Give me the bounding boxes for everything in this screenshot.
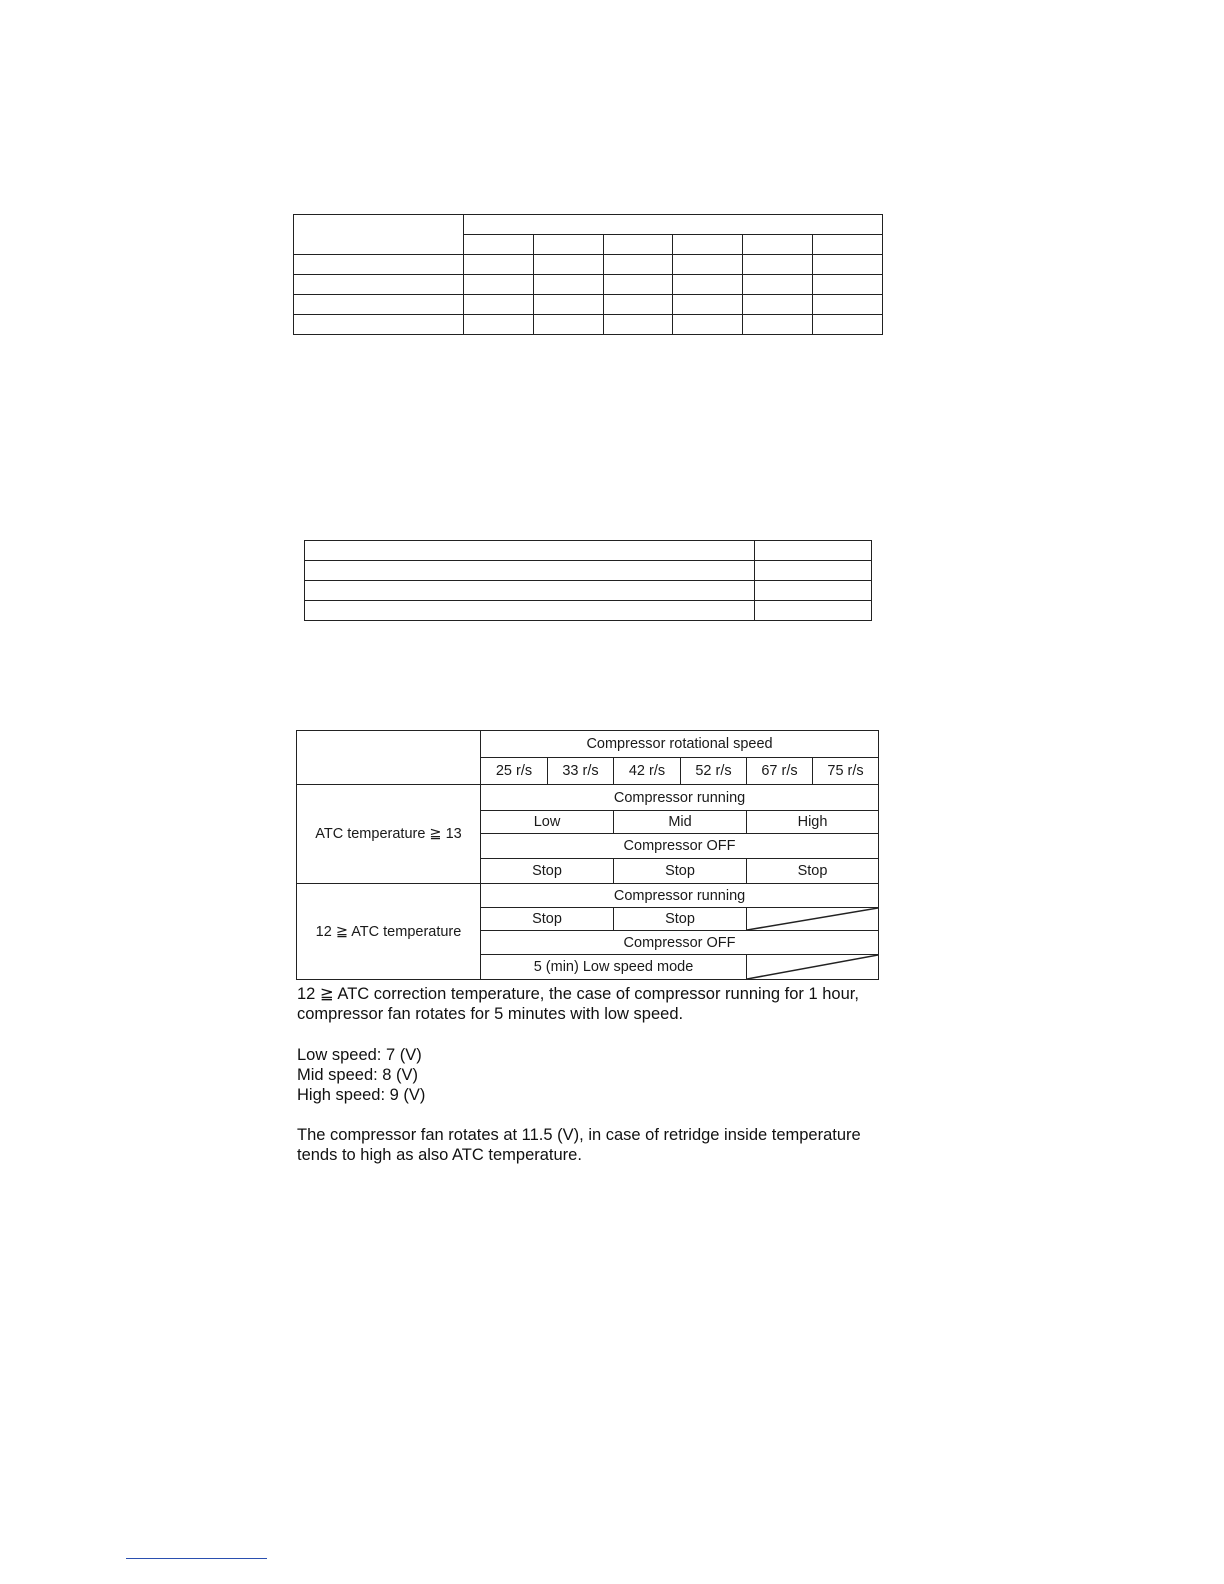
group1-running-value: Low (481, 811, 614, 834)
group2-off-label: Compressor OFF (481, 931, 879, 955)
group2-label: 12 ≧ ATC temperature (297, 884, 481, 980)
diagonal-line (747, 955, 878, 979)
group1-off-value: Stop (747, 859, 879, 884)
speed-cell: 42 r/s (614, 758, 681, 785)
corner-cell (297, 731, 481, 785)
not-applicable-cell (747, 955, 879, 980)
note-line: tends to high as also ATC temperature. (297, 1146, 582, 1164)
voltage-list (297, 1045, 697, 1105)
mid-speed-voltage: Mid speed: 8 (V) (297, 1066, 419, 1084)
speed-header: Compressor rotational speed (481, 731, 879, 758)
empty-cell (464, 215, 883, 235)
notes-block-2 (297, 1125, 917, 1165)
notes-block-1 (297, 984, 917, 1024)
group2-running-label: Compressor running (481, 884, 879, 908)
speed-cell: 25 r/s (481, 758, 548, 785)
footer-link-underline[interactable] (126, 1558, 267, 1559)
fan-speed-table (296, 730, 879, 980)
group1-off-value: Stop (614, 859, 747, 884)
high-speed-voltage: High speed: 9 (V) (297, 1086, 426, 1104)
group2-running-value: Stop (614, 908, 747, 931)
speed-cell: 75 r/s (813, 758, 879, 785)
group1-off-value: Stop (481, 859, 614, 884)
speed-cell: 52 r/s (681, 758, 747, 785)
group1-running-label: Compressor running (481, 785, 879, 811)
empty-cell (294, 215, 464, 255)
low-speed-voltage: Low speed: 7 (V) (297, 1046, 422, 1064)
speed-cell: 67 r/s (747, 758, 813, 785)
diagonal-line (747, 908, 878, 930)
note-line: compressor fan rotates for 5 minutes with low speed. (297, 1005, 684, 1023)
group1-running-value: High (747, 811, 879, 834)
note-line: 12 ≧ ATC correction temperature, the case of compressor running for 1 hour, (297, 985, 859, 1003)
empty-table-top (293, 214, 883, 335)
group2-off-value: 5 (min) Low speed mode (481, 955, 747, 980)
group1-off-label: Compressor OFF (481, 834, 879, 859)
empty-table-middle (304, 540, 872, 621)
group2-running-value: Stop (481, 908, 614, 931)
not-applicable-cell (747, 908, 879, 931)
group1-running-value: Mid (614, 811, 747, 834)
speed-cell: 33 r/s (548, 758, 614, 785)
note-line: The compressor fan rotates at 11.5 (V), in case of retridge inside temperature (297, 1126, 861, 1144)
group1-label: ATC temperature ≧ 13 (297, 785, 481, 884)
